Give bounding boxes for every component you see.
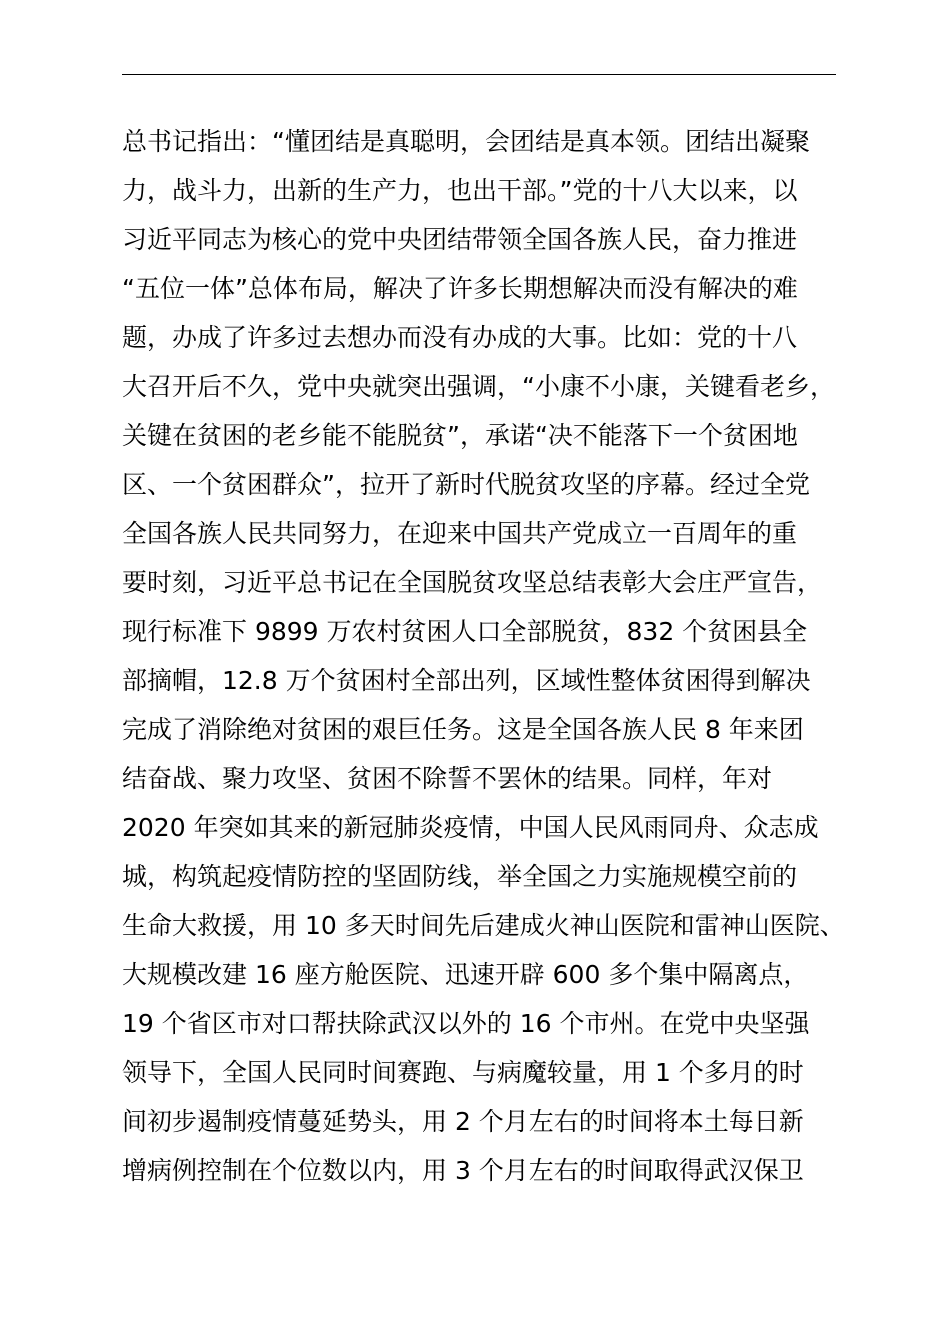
text-line: 全国各族人民共同努力，在迎来中国共产党成立一百周年的重 xyxy=(122,519,798,548)
text-line: 19 个省区市对口帮扶除武汉以外的 16 个市州。在党中央坚强 xyxy=(122,1009,810,1038)
text-line: 习近平同志为核心的党中央团结带领全国各族人民，奋力推进 xyxy=(122,225,798,254)
text-line: 城，构筑起疫情防控的坚固防线，举全国之力实施规模空前的 xyxy=(122,862,798,891)
text-line: 部摘帽，12.8 万个贫困村全部出列，区域性整体贫困得到解决 xyxy=(122,666,811,695)
text-line: 增病例控制在个位数以内，用 3 个月左右的时间取得武汉保卫 xyxy=(122,1156,804,1185)
text-line: 2020 年突如其来的新冠肺炎疫情，中国人民风雨同舟、众志成 xyxy=(122,813,819,842)
header-rule xyxy=(122,74,836,75)
body-paragraph xyxy=(122,117,862,1195)
text-line: 结奋战、聚力攻坚、贫困不除誓不罢休的结果。同样，年对 xyxy=(122,764,773,793)
text-line: 大召开后不久，党中央就突出强调，“小康不小康，关键看老乡， xyxy=(122,372,835,401)
text-line: 区、一个贫困群众”，拉开了新时代脱贫攻坚的序幕。经过全党 xyxy=(122,470,810,499)
text-line: 大规模改建 16 座方舱医院、迅速开辟 600 多个集中隔离点， xyxy=(122,960,809,989)
text-line: 间初步遏制疫情蔓延势头，用 2 个月左右的时间将本土每日新 xyxy=(122,1107,804,1136)
text-line: 现行标准下 9899 万农村贫困人口全部脱贫，832 个贫困县全 xyxy=(122,617,808,646)
text-line: 关键在贫困的老乡能不能脱贫”，承诺“决不能落下一个贫困地 xyxy=(122,421,798,450)
text-line: 总书记指出：“懂团结是真聪明，会团结是真本领。团结出凝聚 xyxy=(122,127,810,156)
text-line: “五位一体”总体布局，解决了许多长期想解决而没有解决的难 xyxy=(122,274,798,303)
text-line: 领导下，全国人民同时间赛跑、与病魔较量，用 1 个多月的时 xyxy=(122,1058,804,1087)
text-line: 力，战斗力，出新的生产力，也出干部。”党的十八大以来，以 xyxy=(122,176,798,205)
text-line: 要时刻，习近平总书记在全国脱贫攻坚总结表彰大会庄严宣告， xyxy=(122,568,823,597)
text-line: 生命大救援，用 10 多天时间先后建成火神山医院和雷神山医院、 xyxy=(122,911,845,940)
text-line: 完成了消除绝对贫困的艰巨任务。这是全国各族人民 8 年来团 xyxy=(122,715,804,744)
text-line: 题，办成了许多过去想办而没有办成的大事。比如：党的十八 xyxy=(122,323,798,352)
